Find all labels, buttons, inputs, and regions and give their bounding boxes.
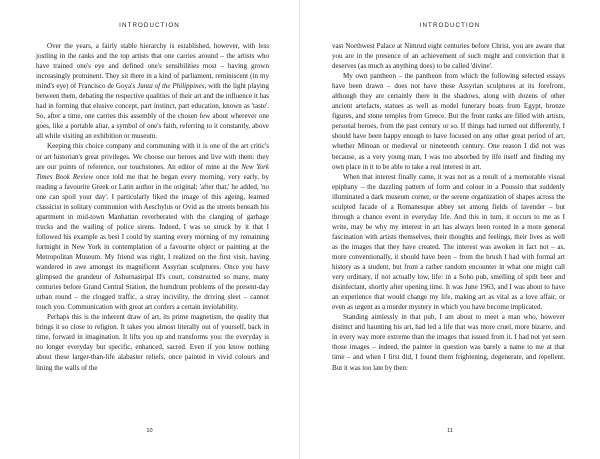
text-run: Perhaps this is the inherent draw of art, its prime magnetism, the quality that brings it so close to religion. It takes you almost literally out of yourself, back in time, forward in imagination. It lifts you up and transforms you: the everyday is no longer everyday but specific, enhanced, sacred. Even if you know nothing about these larger-than-life alabaster reliefs, once painted in vivid colours and lining the walls of the bbox=[36, 313, 269, 372]
running-head: INTRODUCTION bbox=[419, 22, 481, 29]
paragraph bbox=[332, 312, 565, 372]
page-number: 11 bbox=[447, 428, 453, 434]
paragraph bbox=[332, 172, 565, 313]
paragraph bbox=[332, 41, 565, 71]
text-run: My own pantheon – the pantheon from which the following selected essays have been drawn – does not have these Assyrian sculptures at its forefront, although they are certainly there in the shadows, along with dozens of other ancient artefacts, statues as well as model funerary boats from Egypt, bronze figures, and stone temples from Greece. But the front ranks are filled with artists, personal heroes, from the past century or so. If things had turned out differently, I should have been happy enough to have focused on any other great period of art, whether Minoan or medieval or nineteenth century. One reason I did not was because, as a very young man, I was too absorbed by life itself and finding my own place in it to be able to take a real interest in art. bbox=[332, 72, 565, 171]
paragraph bbox=[332, 71, 565, 171]
italic-title: New York Times Book Review bbox=[36, 162, 269, 181]
text-run: Keeping this choice company and communing with it is one of the art critic's or art historian's great privileges. We choose our heroes and live with them: they are our points of reference, our touchstones. An editor of mine at the bbox=[36, 142, 269, 171]
italic-title: Junta of the Philippines bbox=[137, 82, 205, 91]
text-run: When that interest finally came, it was not as a result of a memorable visual epiphany – the dazzling pattern of form and colour in a Poussin that suddenly illuminated a dark museum corner, or the serene organization of shapes across the sculpted facade of a Romanesque abbey set among fields of lavender – but through a chance event in everyday life. And this in turn, it occurs to me as I write, may be why my interest in art has always been rooted in a more general fascination with artists themselves, their thoughts and feelings, their lives as well as the images that they have created. The interest was awoken in fact not – as, more conventionally, it should have been – from the brush I had with formal art history as a student, but from a rather random encounter in what one might call very ordinary, if not actually low, life: in a Soho pub, smelling of spilt beer and disinfectant, shortly after opening time. It was June 1963, and I was about to have an experience that would change my life, making art as vital as a love affair, or even as urgent as a murder mystery in which you have become implicated. bbox=[332, 172, 565, 312]
page-number: 10 bbox=[146, 428, 153, 434]
right-page bbox=[300, 0, 600, 459]
running-head: INTRODUCTION bbox=[119, 22, 180, 29]
text-run: Standing aimlessly in that pub, I am about to meet a man who, however distinct and haunting his art, had led a life that was more cruel, more bizarre, and in every way more extreme than the images that issued from it. I had not yet seen those images – indeed, the painter in question was barely a name to me at that time – and when I first did, I found them frightening, degenerate, and repellent. But it was too late by then: bbox=[332, 313, 565, 372]
paragraph bbox=[36, 41, 269, 141]
text-run: Over the years, a fairly stable hierarchy is established, however, with less jostling in the ranks and the top artists that one carries around – the artists who have trained one's eye and defined one's sensibilities most – having grown increasingly prominent. They sit there in a kind of parliament, reminiscent (in my mind's eye) of Francisco de Goya's bbox=[36, 42, 269, 91]
text-run: once told me that he began every morning, very early, by reading a favourite Greek or Latin author in the original; 'after that,' he added, 'no one can spoil your day'. I particularly liked the image of this ageing, learned classicist in solitary communion with Aeschylus or Ovid as the streets beneath his apartment in mid-town Manhattan reverberated with the clanging of garbage trucks and the wailing of police sirens. Indeed, I was so struck by it that I followed his example as best I could by starting every morning of my remaining fortnight in New York in contemplation of a favourite object or painting at the Metropolitan Museum. My friend was right, I realized on the first visit, having wandered in awe amongst its magnificent Assyrian sculptures. Once you have glimpsed the grandeur of Ashurnasirpal II's court, constructed so many, many centuries before Grand Central Station, the humdrum problems of the present-day urban round – the clogged traffic, a stray incivility, the driving sleet – cannot touch you. Communication with great art confers a certain inviolability. bbox=[36, 172, 270, 312]
page-body-text bbox=[332, 41, 565, 373]
paragraph bbox=[36, 141, 269, 312]
text-run: vast Northwest Palace at Nimrud eight centuries before Christ, you are aware that you are in the presence of an achievement of such might and conviction that it deserves (as much as anything does) to be called 'divine'. bbox=[332, 42, 565, 71]
page-body-text bbox=[36, 41, 269, 373]
text-run: , with the light playing between them, debating the respective qualities of their art and the influence it has had in forming that elusive concept, part instinct, part education, known as 'taste'. So, after a time, one carries this assembly of the chosen few about wherever one goes, like a portable altar, a symbol of one's faith, referring to it constantly, above all while visiting an exhibition or museum. bbox=[36, 82, 269, 141]
paragraph bbox=[36, 312, 269, 372]
